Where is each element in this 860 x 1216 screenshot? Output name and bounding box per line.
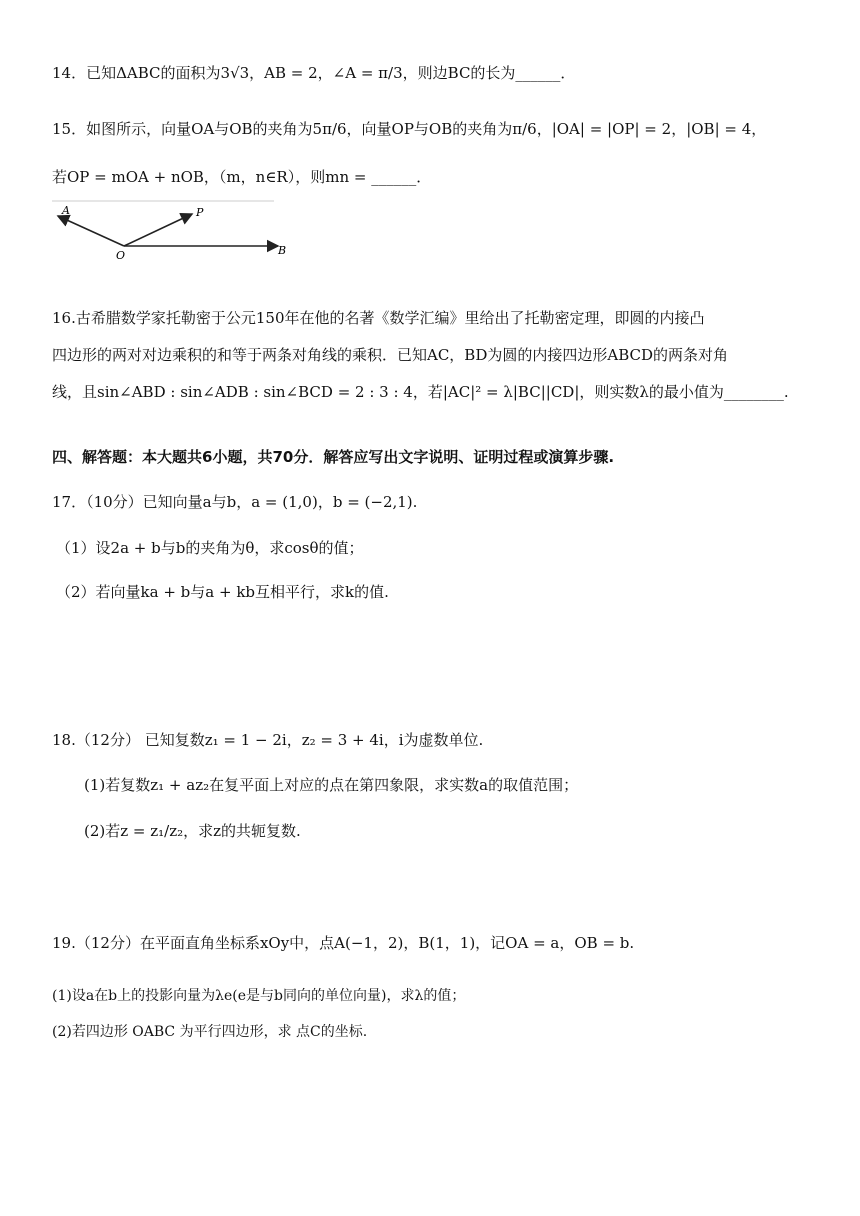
question-18-part-2: (2)若z = z₁/z₂，求z的共轭复数. — [84, 822, 301, 840]
label-b: B — [278, 244, 287, 257]
question-16-line-3: 线，且sin∠ABD : sin∠ADB : sin∠BCD = 2 : 3 : 4，若|AC|² = λ|BC||CD|，则实数λ的最小值为________. — [52, 383, 789, 401]
question-18-stem: 18.（12分） 已知复数z₁ = 1 − 2i，z₂ = 3 + 4i，i为虚数单位. — [52, 731, 484, 749]
label-p: P — [196, 206, 204, 219]
question-17-stem: 17．（10分）已知向量a与b，a = (1,0)，b = (−2,1). — [52, 493, 418, 511]
vector-diagram — [52, 198, 287, 264]
question-16-line-2: 四边形的两对对边乘积的和等于两条对角线的乘积．已知AC，BD为圆的内接四边形ABCD的两条对角 — [52, 346, 729, 364]
section-4-heading: 四、解答题：本大题共6小题，共70分．解答应写出文字说明、证明过程或演算步骤. — [52, 448, 615, 466]
question-18-part-1: (1)若复数z₁ + az₂在复平面上对应的点在第四象限，求实数a的取值范围； — [84, 776, 579, 794]
question-17-part-1: （1）设2a + b与b的夹角为θ，求cosθ的值； — [56, 539, 364, 557]
question-17-part-2: （2）若向量ka + b与a + kb互相平行，求k的值. — [56, 583, 389, 601]
question-19-stem: 19.（12分）在平面直角坐标系xOy中，点A(−1，2)，B(1，1)，记OA = a，OB = b. — [52, 934, 635, 952]
question-14: 14．已知ΔABC的面积为3√3，AB = 2，∠A = π/3，则边BC的长为______． — [52, 64, 576, 82]
question-15-line-1: 15．如图所示，向量OA与OB的夹角为5π/6，向量OP与OB的夹角为π/6，|OA| = |OP| = 2，|OB| = 4， — [52, 120, 767, 138]
vector-oa — [58, 216, 124, 246]
question-16-line-1: 16.古希腊数学家托勒密于公元150年在他的名著《数学汇编》里给出了托勒密定理，即圆的内接凸 — [52, 309, 705, 327]
label-o: O — [116, 249, 126, 262]
question-15-line-2: 若OP = mOA + nOB，（m，n∈R），则mn = ______． — [52, 168, 432, 186]
vector-op — [124, 214, 192, 246]
question-19-part-1: (1)设a在b上的投影向量为λe(e是与b同向的单位向量)，求λ的值； — [52, 988, 466, 1004]
question-19-part-2: (2)若四边形 OABC 为平行四边形，求 点C的坐标. — [52, 1024, 368, 1040]
label-a: A — [62, 204, 70, 217]
